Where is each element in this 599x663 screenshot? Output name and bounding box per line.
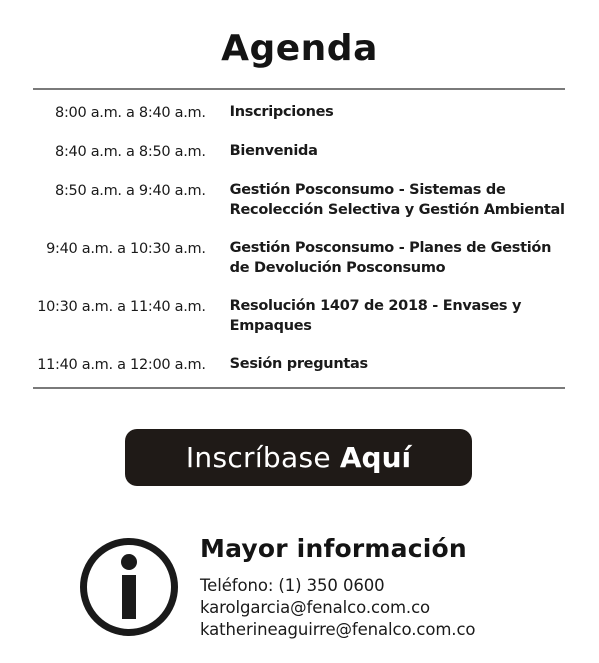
contact-email-link[interactable]: katherineaguirre@fenalco.com.co bbox=[200, 620, 476, 639]
top-divider bbox=[33, 88, 565, 90]
agenda-row bbox=[33, 239, 565, 278]
agenda-row bbox=[33, 103, 565, 123]
agenda-row bbox=[33, 297, 565, 336]
agenda-time: 8:00 a.m. a 8:40 a.m. bbox=[55, 105, 206, 121]
register-button[interactable] bbox=[125, 429, 472, 486]
agenda-topic: Sesión preguntas bbox=[229, 356, 368, 372]
agenda-topic: Inscripciones bbox=[229, 104, 334, 120]
more-info-title: Mayor información bbox=[200, 534, 467, 563]
agenda-topic: Resolución 1407 de 2018 - Envases y Empaques bbox=[229, 298, 522, 334]
agenda-topic: Bienvenida bbox=[229, 143, 318, 159]
register-button-emphasis: Aquí bbox=[339, 441, 412, 474]
agenda-row bbox=[33, 355, 565, 375]
agenda-time: 9:40 a.m. a 10:30 a.m. bbox=[46, 241, 206, 257]
agenda-topic: Gestión Posconsumo - Sistemas de Recolección Selectiva y Gestión Ambiental bbox=[229, 182, 565, 218]
agenda-row bbox=[33, 142, 565, 162]
agenda-topic: Gestión Posconsumo - Planes de Gestión de Devolución Posconsumo bbox=[229, 240, 552, 276]
bottom-divider bbox=[33, 387, 565, 389]
agenda-time: 8:50 a.m. a 9:40 a.m. bbox=[55, 183, 206, 199]
agenda-title: Agenda bbox=[221, 28, 378, 69]
register-button-label: Inscríbase bbox=[185, 441, 331, 474]
agenda-time: 10:30 a.m. a 11:40 a.m. bbox=[37, 299, 206, 315]
contact-email-link[interactable]: karolgarcia@fenalco.com.co bbox=[200, 598, 431, 617]
info-icon bbox=[78, 536, 180, 638]
agenda-time: 8:40 a.m. a 8:50 a.m. bbox=[55, 144, 206, 160]
contact-phone: Teléfono: (1) 350 0600 bbox=[200, 576, 385, 595]
agenda-time: 11:40 a.m. a 12:00 a.m. bbox=[37, 357, 206, 373]
agenda-row bbox=[33, 181, 565, 220]
